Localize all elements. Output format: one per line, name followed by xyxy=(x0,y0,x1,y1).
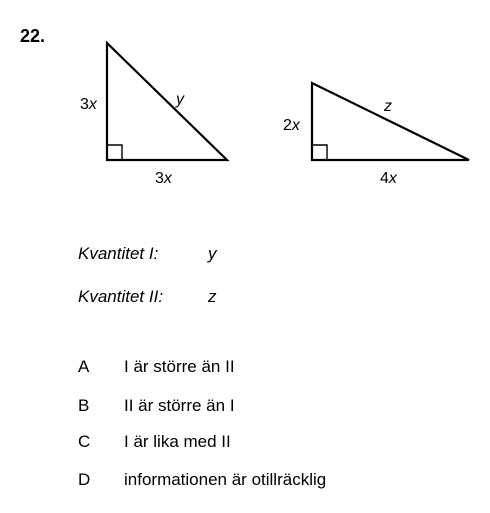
triangle-1-shape xyxy=(107,43,227,160)
question-number: 22. xyxy=(20,26,46,46)
quantity-1-label: Kvantitet I: xyxy=(78,244,159,263)
triangle-1-left-leg-label: 3x xyxy=(80,96,97,113)
option-a-letter: A xyxy=(78,357,90,376)
triangle-1-right-angle-mark xyxy=(107,145,122,160)
option-a-text: I är större än II xyxy=(124,357,235,376)
triangle-2-right-angle-mark xyxy=(312,145,327,160)
option-b-letter: B xyxy=(78,396,90,415)
triangle-1-bottom-leg-label: 3x xyxy=(155,170,172,187)
option-c-text: I är lika med II xyxy=(124,432,231,451)
quantity-1-value: y xyxy=(208,244,217,263)
triangle-2-shape xyxy=(312,83,469,160)
option-d-letter: D xyxy=(78,470,91,489)
option-c-letter: C xyxy=(78,432,91,451)
triangle-2 xyxy=(283,83,469,187)
triangle-1 xyxy=(80,43,227,187)
quantity-2-value: z xyxy=(208,287,217,306)
triangle-2-hypotenuse-label: z xyxy=(384,98,392,115)
option-b-text: II är större än I xyxy=(124,396,235,415)
triangle-1-hypotenuse-label: y xyxy=(176,91,184,108)
triangle-figure xyxy=(0,0,490,200)
triangle-2-left-leg-label: 2x xyxy=(283,117,300,134)
option-d-text: informationen är otillräcklig xyxy=(124,470,327,489)
triangle-2-bottom-leg-label: 4x xyxy=(380,170,397,187)
quantity-2-label: Kvantitet II: xyxy=(78,287,164,306)
